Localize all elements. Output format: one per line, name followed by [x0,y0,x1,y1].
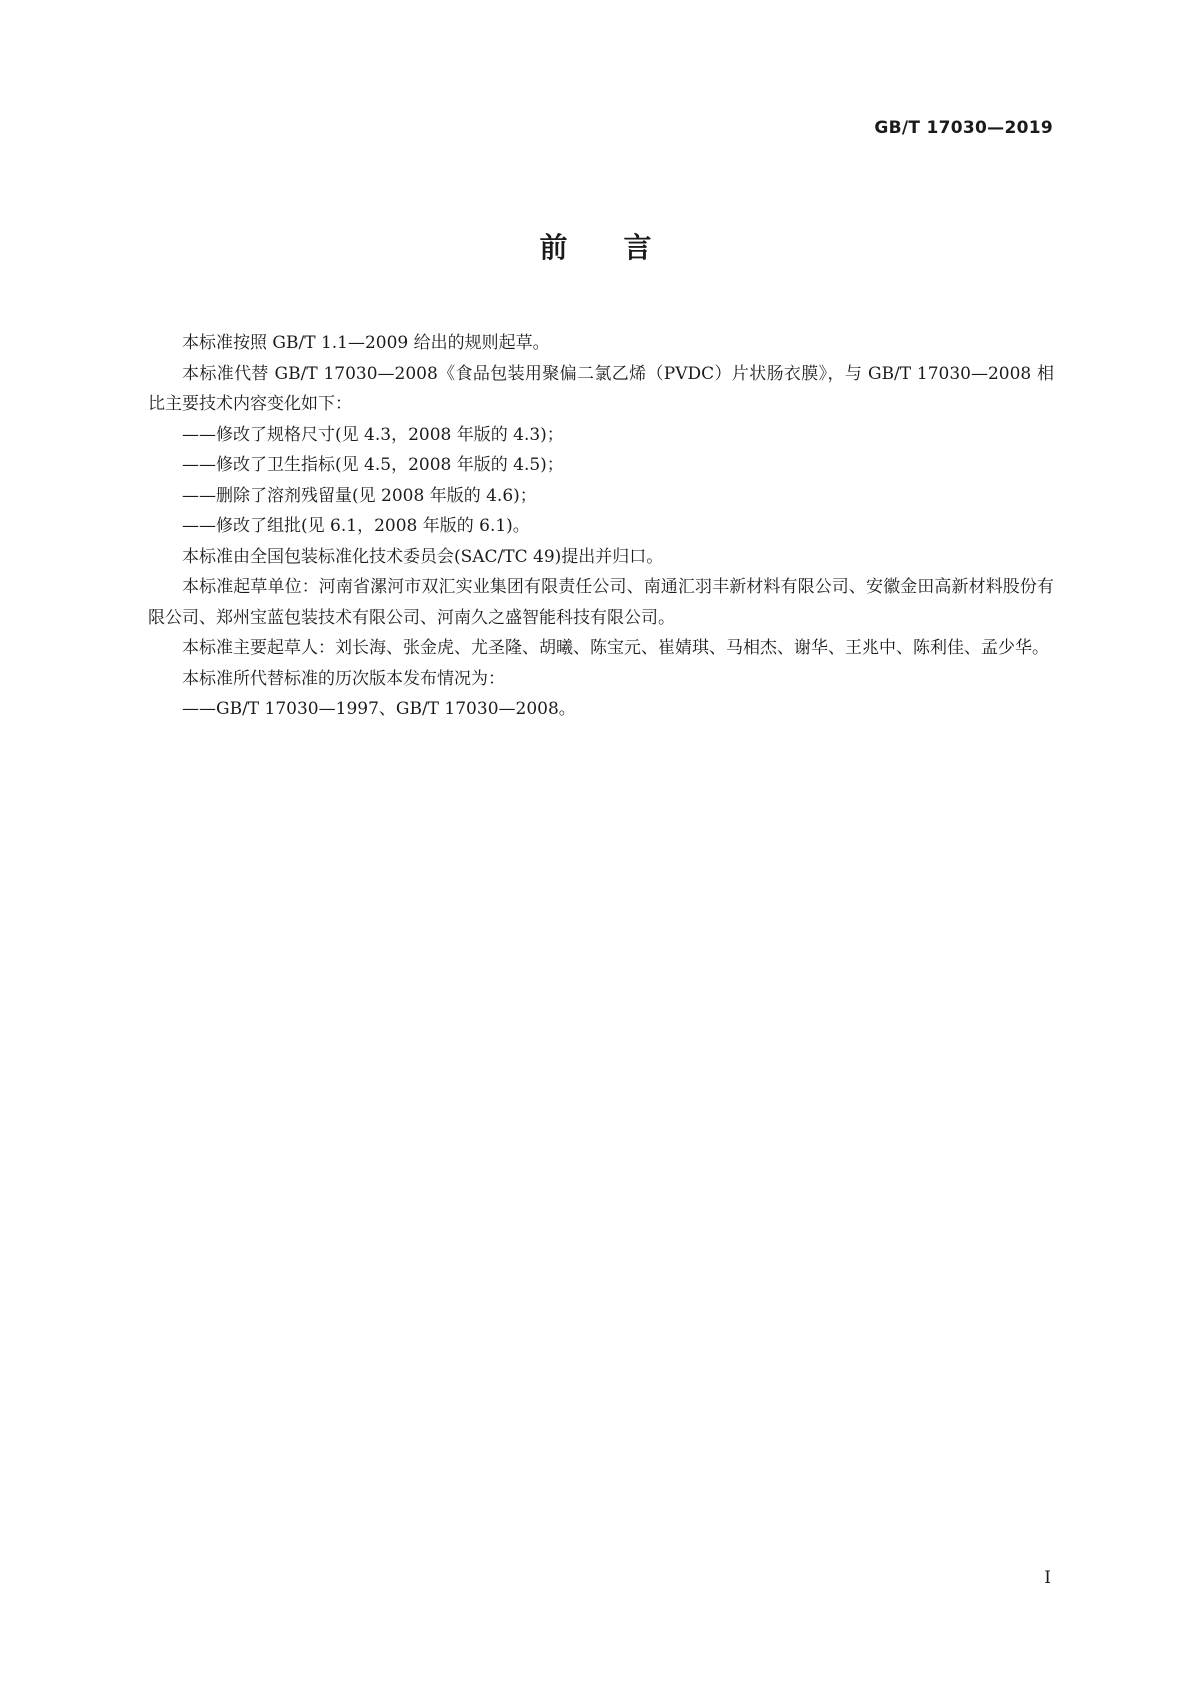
drafting-rules-paragraph: 本标准按照 GB/T 1.1—2009 给出的规则起草。 [182,333,550,353]
history-item: ——GB/T 17030—1997、GB/T 17030—2008。 [182,699,576,719]
change-item: ——删除了溶剂残留量(见 2008 年版的 4.6)； [182,485,537,506]
replacement-paragraph: 本标准代替 GB/T 17030—2008《食品包装用聚偏二氯乙烯（PVDC）片状肠衣膜》，与 GB/T 17030—2008 相比主要技术内容变化如下： [148,363,1054,414]
change-item: ——修改了规格尺寸(见 4.3，2008 年版的 4.3)； [182,424,564,445]
committee-paragraph: 本标准由全国包装标准化技术委员会(SAC/TC 49)提出并归口。 [182,546,664,567]
drafters-paragraph: 本标准主要起草人：刘长海、张金虎、尤圣隆、胡曦、陈宝元、崔婧琪、马相杰、谢华、王兆中、陈利佳、孟少华。 [182,638,1049,658]
foreword-body [148,328,1054,725]
drafting-units-paragraph: 本标准起草单位：河南省漯河市双汇实业集团有限责任公司、南通汇羽丰新材料有限公司、安徽金田高新材料股份有限公司、郑州宝蓝包装技术有限公司、河南久之盛智能科技有限公司。 [148,577,1054,628]
page-number: I [1044,1568,1051,1588]
change-item: ——修改了卫生指标(见 4.5，2008 年版的 4.5)； [182,455,564,475]
change-item: ——修改了组批(见 6.1，2008 年版的 6.1)。 [182,516,530,536]
standard-code: GB/T 17030—2019 [874,118,1053,138]
history-paragraph: 本标准所代替标准的历次版本发布情况为： [182,668,505,689]
page-title: 前言 [539,231,708,264]
